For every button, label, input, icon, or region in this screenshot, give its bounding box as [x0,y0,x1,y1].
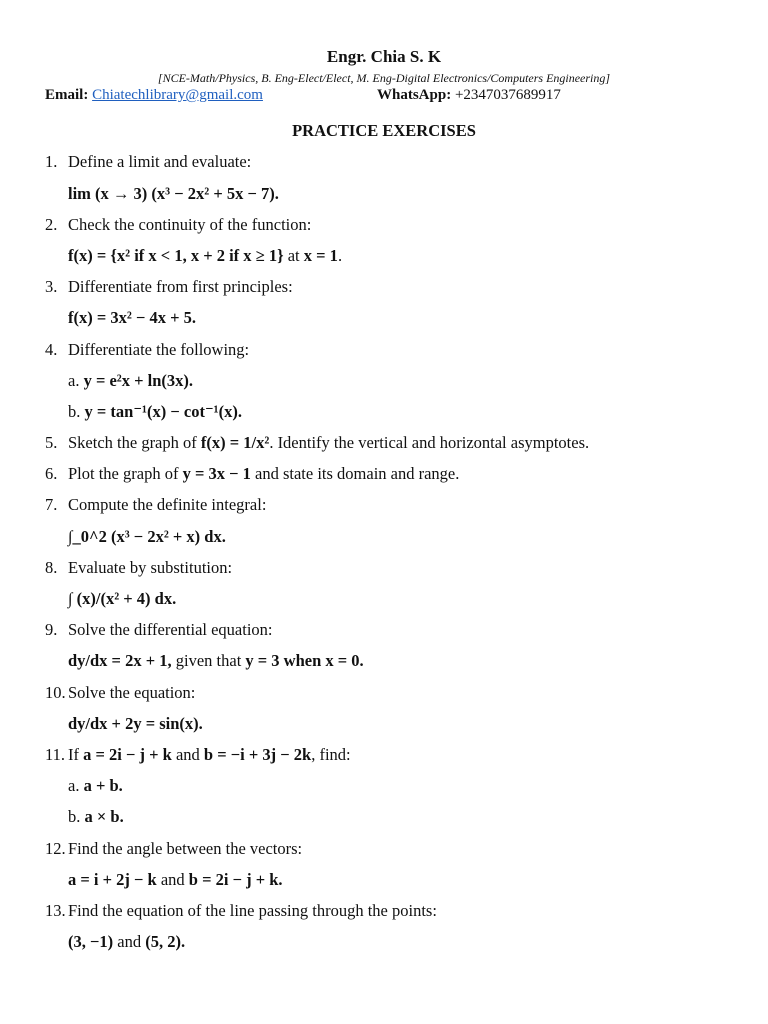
whatsapp-line [377,85,561,105]
question-10-expression [68,714,203,734]
question-6-post: and state its domain and range. [250,464,460,483]
question-9-formula: dy/dx = 2x + 1, [68,651,172,670]
question-12-number: 12. [45,839,66,858]
question-11-number: 11. [45,745,66,764]
question-8-formula: ∫ (x)/(x² + 4) dx. [68,589,177,608]
question-3-number: 3. [45,277,58,296]
question-11-part-b [68,807,124,827]
question-10-text: Solve the equation: [68,683,196,702]
question-4-part-a [68,371,193,391]
question-7-text: Compute the definite integral: [68,495,267,514]
question-2-period: . [337,246,343,265]
question-2-point: x = 1 [303,246,338,265]
question-13-point-1: (3, −1) [68,932,114,951]
question-4-part-b [68,402,242,422]
question-2-text: Check the continuity of the function: [68,215,312,234]
question-11-text [68,745,351,765]
question-10-formula: dy/dx + 2y = sin(x). [68,714,203,733]
question-4b-label: b. [68,402,85,421]
question-6-number: 6. [45,464,58,483]
question-11-vector-a: a = 2i − j + k [83,745,172,764]
question-5-text [68,433,589,453]
question-4b-formula: y = tan⁻¹(x) − cot⁻¹(x). [84,402,242,421]
question-3-text: Differentiate from first principles: [68,277,293,296]
question-5-formula: f(x) = 1/x² [200,433,270,452]
question-3-expression [68,308,196,328]
question-9-text: Solve the differential equation: [68,620,273,639]
question-6-pre: Plot the graph of [68,464,183,483]
question-10-number: 10. [45,683,66,702]
question-2-connector: at [283,246,304,265]
question-11-post: , find: [311,745,351,764]
question-4-number: 4. [45,340,58,359]
author-credentials: [NCE-Math/Physics, B. Eng-Elect/Elect, M. Eng-Digital Electronics/Computers Engineering] [157,71,611,85]
question-13-expression [68,932,185,952]
question-11-pre: If [68,745,84,764]
question-1-number: 1. [45,152,58,171]
question-8-expression [68,589,176,609]
question-6-text [68,464,459,484]
question-9-connector: given that [171,651,246,670]
question-6-formula: y = 3x − 1 [182,464,251,483]
question-4a-label: a. [68,371,84,390]
question-7-expression [68,527,226,547]
whatsapp-label: WhatsApp: [377,87,452,103]
question-7-formula: ∫_0^2 (x³ − 2x² + x) dx. [68,527,226,546]
question-9-condition: y = 3 when x = 0. [245,651,364,670]
question-1-expression [68,184,279,204]
question-12-expression [68,870,283,890]
question-13-and: and [113,932,146,951]
question-9-number: 9. [45,620,58,639]
question-4a-formula: y = e²x + ln(3x). [83,371,194,390]
question-11a-label: a. [68,776,84,795]
page-title: PRACTICE EXERCISES [292,121,476,140]
question-13-point-2: (5, 2). [145,932,186,951]
question-11b-formula: a × b. [84,807,124,826]
email-link[interactable]: Chiatechlibrary@gmail.com [92,87,263,103]
email-label: Email: [45,87,89,103]
author-name: Engr. Chia S. K [326,47,442,66]
question-11-part-a [68,776,123,796]
question-2-formula: f(x) = {x² if x < 1, x + 2 if x ≥ 1} [68,246,284,265]
question-8-number: 8. [45,558,58,577]
question-9-expression [68,651,364,671]
question-11-and: and [171,745,204,764]
question-12-text: Find the angle between the vectors: [68,839,303,858]
question-11b-label: b. [68,807,85,826]
question-12-and: and [156,870,189,889]
question-2-number: 2. [45,215,58,234]
question-11-vector-b: b = −i + 3j − 2k [203,745,312,764]
email-line [45,85,263,105]
question-13-number: 13. [45,901,66,920]
question-3-formula: f(x) = 3x² − 4x + 5. [68,308,197,327]
question-7-number: 7. [45,495,58,514]
question-1-text: Define a limit and evaluate: [68,152,252,171]
question-5-post: . Identify the vertical and horizontal asymptotes. [269,433,590,452]
question-12-vector-b: b = 2i − j + k. [188,870,283,889]
question-5-pre: Sketch the graph of [68,433,201,452]
question-11a-formula: a + b. [83,776,123,795]
question-5-number: 5. [45,433,58,452]
question-1-formula: lim (x → 3) (x³ − 2x² + 5x − 7). [68,184,279,203]
question-13-text: Find the equation of the line passing through the points: [68,901,437,920]
question-8-text: Evaluate by substitution: [68,558,233,577]
question-12-vector-a: a = i + 2j − k [68,870,157,889]
question-4-text: Differentiate the following: [68,340,250,359]
question-2-expression [68,246,342,266]
whatsapp-number: +2347037689917 [454,87,561,103]
